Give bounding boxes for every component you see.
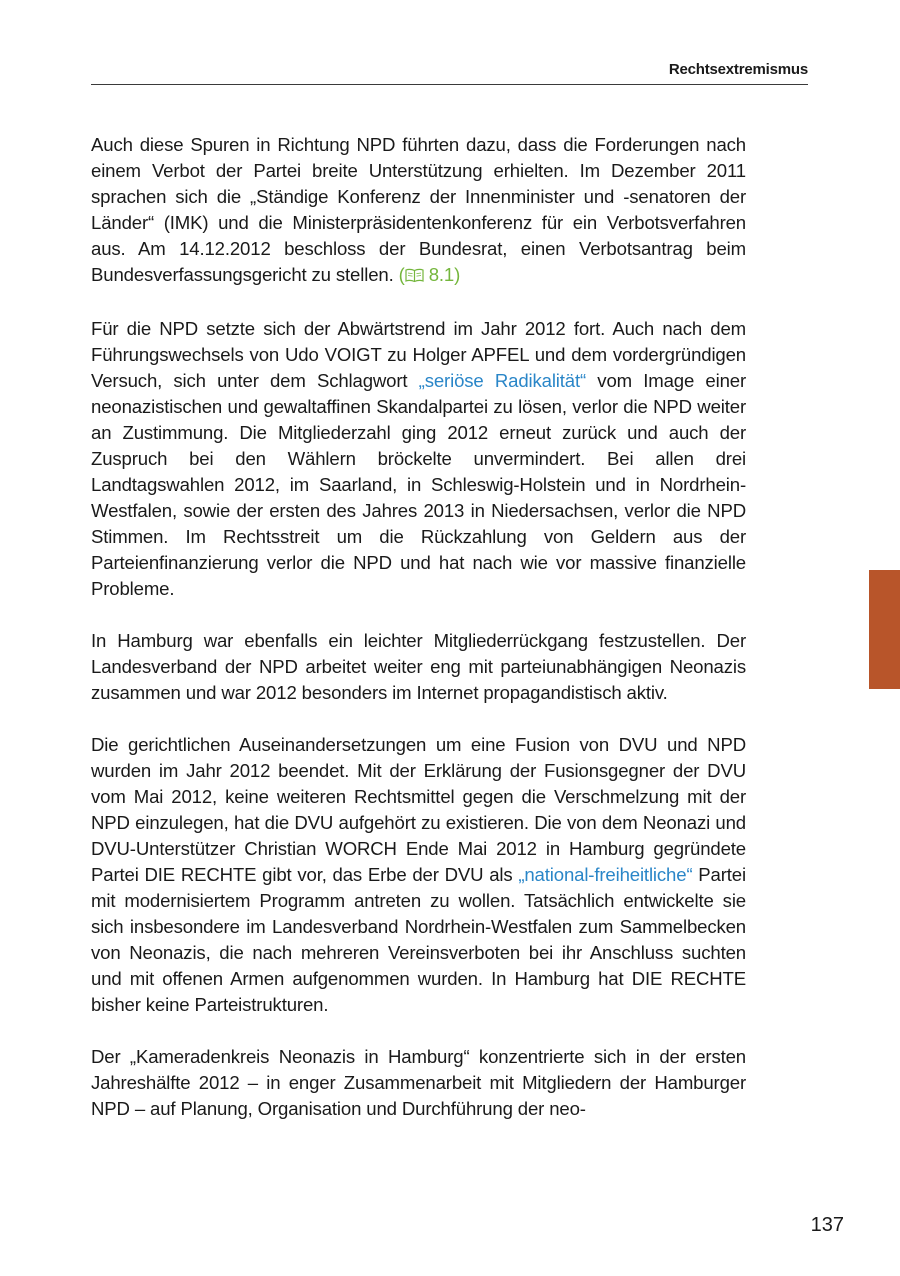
paragraph-4-text-b: Partei mit modernisiertem Programm antreten zu wollen. Tatsächlich entwickelte sie sich insbesondere im Landesverband Nordrhein-Westfalen zum Sammelbecken von Neonazis, die nach mehreren Vereinsverboten bei ihr Anschluss suchten und mit offenen Armen aufgenommen wurden. In Hamburg hat DIE RECHTE bisher keine Parteistrukturen. (91, 864, 746, 1015)
paragraph-5 (91, 1044, 746, 1122)
paragraph-1 (91, 132, 746, 290)
header-divider (91, 84, 808, 85)
cross-reference-8-1[interactable]: ( 8.1) (399, 264, 461, 285)
paragraph-2-text-b: vom Image einer neonazistischen und gewaltaffinen Skandalpartei zu lösen, verlor die NPD weiter an Zustimmung. Die Mitgliederzahl ging 2012 erneut zurück und auch der Zuspruch bei den Wählern bröckelte unvermindert. Bei allen drei Landtagswahlen 2012, im Saarland, in Schleswig-Holstein und in Nordrhein-Westfalen, sowie der ersten des Jahres 2013 in Niedersachsen, verlor die NPD Stimmen. Im Rechtsstreit um die Rückzahlung von Geldern aus der Parteienfinanzierung verlor die NPD und hat nach wie vor massive finanzielle Probleme. (91, 370, 746, 599)
paragraph-2 (91, 316, 746, 602)
glossary-link-national-freiheitliche[interactable]: „national-freiheitliche“ (518, 864, 693, 885)
page-number: 137 (810, 1214, 844, 1236)
glossary-link-seriose-radikalitat[interactable]: „seriöse Radikalität“ (418, 370, 587, 391)
book-icon (405, 264, 424, 290)
paragraph-4-text-a: Die gerichtlichen Auseinandersetzungen um eine Fusion von DVU und NPD wurden im Jahr 2012 beendet. Mit der Erklärung der Fusionsgegner der DVU vom Mai 2012, keine weiteren Rechtsmittel gegen die Verschmelzung mit der NPD einzulegen, hat die DVU aufgehört zu existieren. Die von dem Neonazi und DVU-Unterstützer Christian WORCH Ende Mai 2012 in Hamburg gegründete Partei DIE RECHTE gibt vor, das Erbe der DVU als (91, 734, 746, 885)
paragraph-2-text-a: Für die NPD setzte sich der Abwärtstrend im Jahr 2012 fort. Auch nach dem Führungswechsels von Udo VOIGT zu Holger APFEL und dem vordergründigen Versuch, sich unter dem Schlagwort (91, 318, 746, 391)
paragraph-1-text: Auch diese Spuren in Richtung NPD führten dazu, dass die Forderungen nach einem Verbot der Partei breite Unterstützung erhielten. Im Dezember 2011 sprachen sich die „Ständige Konferenz der Innenminister und -senatoren der Länder“ (IMK) und die Ministerpräsidentenkonferenz für ein Verbotsverfahren aus. Am 14.12.2012 beschloss der Bundesrat, einen Verbotsantrag beim Bundesverfassungsgericht zu stellen. (91, 134, 746, 285)
running-header-title: Rechtsextremismus (668, 61, 808, 78)
paragraph-5-text: Der „Kameradenkreis Neonazis in Hamburg“ konzentrierte sich in der ersten Jahreshälfte 2012 – in enger Zusammenarbeit mit Mitgliedern der Hamburger NPD – auf Planung, Organisation und Durchführung der neo- (91, 1046, 746, 1119)
paragraph-3-text: In Hamburg war ebenfalls ein leichter Mitgliederrückgang festzustellen. Der Landesverband der NPD arbeitet weiter eng mit parteiunabhängigen Neonazis zusammen und war 2012 besonders im Internet propagandistisch aktiv. (91, 630, 746, 703)
paragraph-3 (91, 628, 746, 706)
main-text (91, 132, 746, 1148)
chapter-side-tab (869, 570, 900, 689)
paragraph-4 (91, 732, 746, 1018)
